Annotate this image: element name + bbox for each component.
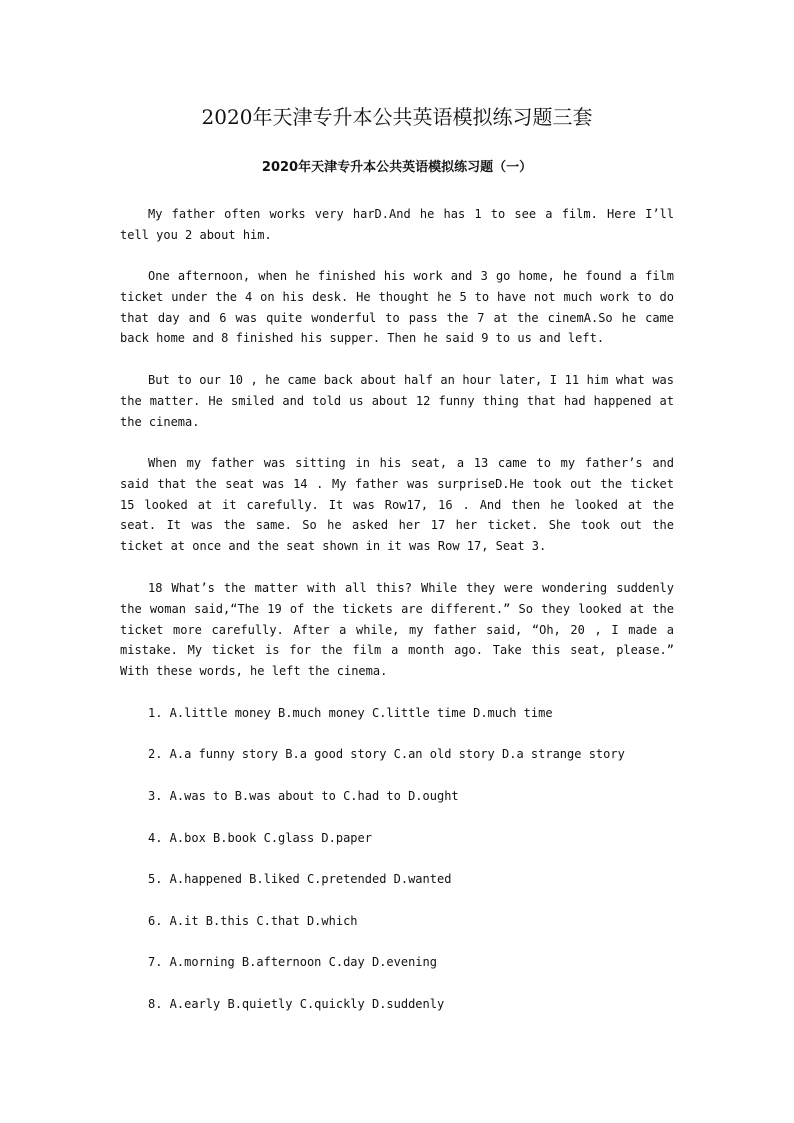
passage-paragraph: When my father was sitting in his seat, a 13 came to my father’s and said that the seat was 14 . My father was surpriseD.He took out the ticket 15 looked at it carefully. It was Row17, 16 . And then he looked at the seat. It was the same. So he asked her 17 her ticket. She took out the ticket at once and the seat shown in it was Row 17, Seat 3.: [120, 456, 674, 554]
section-title: 2020年天津专升本公共英语模拟练习题（一）: [261, 160, 533, 175]
question-item-7: 7. A.morning B.afternoon C.day D.evening: [148, 955, 437, 969]
page-title: 2020年天津专升本公共英语模拟练习题三套: [201, 105, 593, 129]
passage-paragraph: One afternoon, when he finished his work and 3 go home, he found a film ticket under the 4 on his desk. He thought he 5 to have not much work to do that day and 6 was quite wonderful to pass the 7 at the cinemA.So he came back home and 8 finished his supper. Then he said 9 to us and left.: [120, 269, 674, 346]
question-item-5: 5. A.happened B.liked C.pretended D.wanted: [148, 872, 452, 886]
passage-paragraph: But to our 10 , he came back about half an hour later, I 11 him what was the matter. He smiled and told us about 12 funny thing that had happened at the cinema.: [120, 373, 674, 429]
passage-paragraph: 18 What’s the matter with all this? While they were wondering suddenly the woman said,“The 19 of the tickets are different.” So they looked at the ticket more carefully. After a while, my father said, “Oh, 20 , I made a mistake. My ticket is for the film a month ago. Take this seat, please.” With these words, he left the cinema.: [120, 581, 674, 679]
question-item-6: 6. A.it B.this C.that D.which: [148, 914, 358, 928]
question-item-2: 2. A.a funny story B.a good story C.an old story D.a strange story: [148, 747, 625, 761]
passage-paragraph: My father often works very harD.And he has 1 to see a film. Here I’ll tell you 2 about him.: [120, 207, 674, 242]
question-item-3: 3. A.was to B.was about to C.had to D.ought: [148, 789, 459, 803]
question-item-1: 1. A.little money B.much money C.little time D.much time: [148, 706, 553, 720]
question-item-8: 8. A.early B.quietly C.quickly D.suddenly: [148, 997, 445, 1011]
question-item-4: 4. A.box B.book C.glass D.paper: [148, 831, 372, 845]
